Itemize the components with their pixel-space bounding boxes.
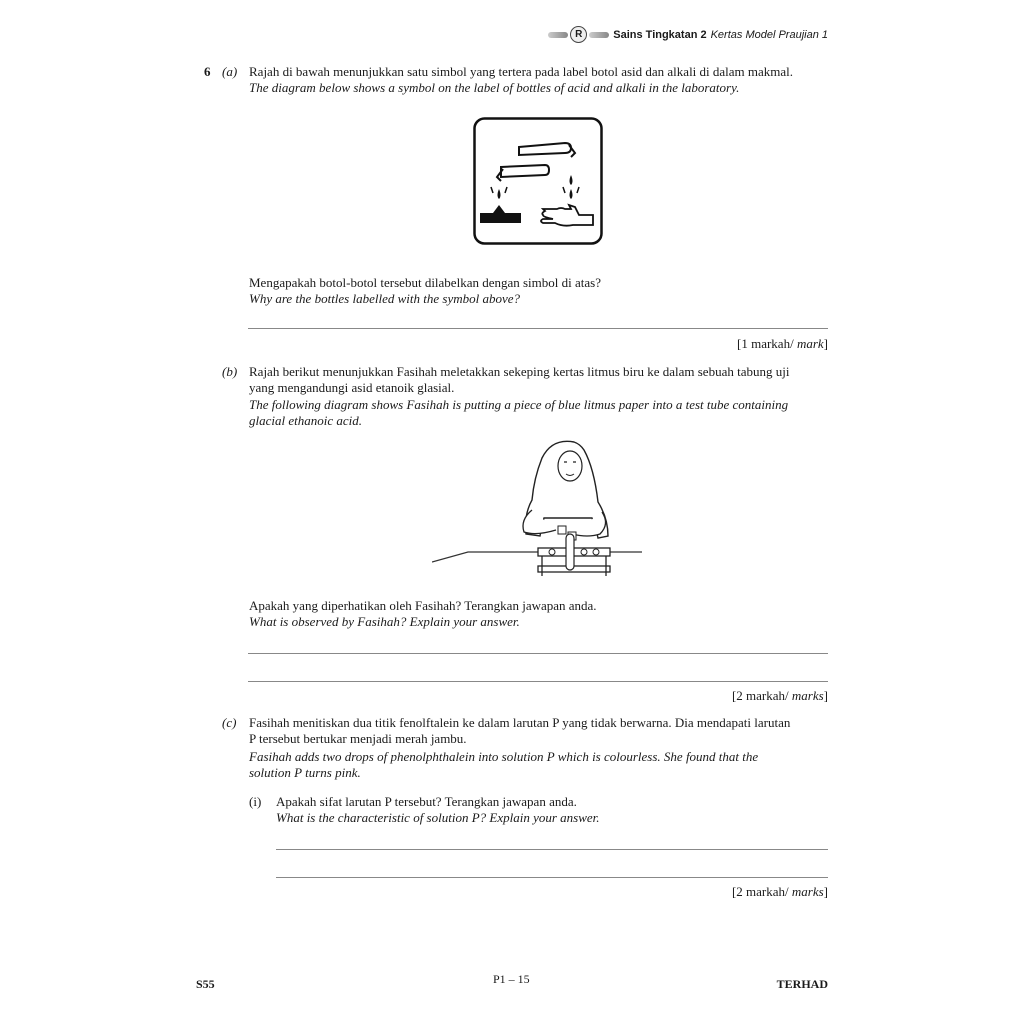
- corrosive-symbol: [473, 117, 603, 245]
- part-b-intro-en-1: The following diagram shows Fasihah is putting a piece of blue litmus paper into a test tube containing: [249, 397, 789, 412]
- footer-code: S55: [196, 977, 215, 991]
- question-number: 6: [204, 64, 211, 79]
- part-a-question-ms: Mengapakah botol-botol tersebut dilabelkan dengan simbol di atas?: [249, 275, 601, 290]
- page-number: P1 – 15: [493, 972, 530, 986]
- student-test-tube-icon: [432, 438, 644, 580]
- part-a-intro-ms: Rajah di bawah menunjukkan satu simbol yang tertera pada label botol asid dan alkali di dalam makmal.: [249, 64, 794, 79]
- part-c-intro-ms-1: Fasihah menitiskan dua titik fenolftalein ke dalam larutan P yang tidak berwarna. Dia mendapati larutan: [249, 715, 791, 730]
- part-c-i-marks: [2 markah/ marks]: [731, 884, 828, 899]
- header-subject: Sains Tingkatan 2: [613, 28, 707, 41]
- publisher-logo-icon: R: [548, 26, 609, 43]
- part-b-marks: [2 markah/ marks]: [731, 688, 828, 703]
- part-c-i-question-en: What is the characteristic of solution P? Explain your answer.: [276, 810, 600, 825]
- running-header: [548, 26, 828, 43]
- fasihah-illustration: [432, 438, 644, 580]
- header-paper: Kertas Model Praujian 1: [710, 28, 828, 41]
- part-b-intro-en-2: glacial ethanoic acid.: [249, 413, 363, 428]
- part-a-marks: [1 markah/ mark]: [737, 336, 828, 351]
- part-a-label: (a): [222, 64, 238, 79]
- part-c-label: (c): [222, 715, 237, 730]
- answer-line: [248, 681, 828, 682]
- answer-line: [276, 849, 828, 850]
- answer-line: [248, 328, 828, 329]
- part-b-intro-ms-1: Rajah berikut menunjukkan Fasihah meletakkan sekeping kertas litmus biru ke dalam sebuah tabung uji: [249, 364, 790, 379]
- answer-line: [276, 877, 828, 878]
- part-a-question-en: Why are the bottles labelled with the symbol above?: [249, 291, 521, 306]
- part-b-label: (b): [222, 364, 238, 379]
- part-c-i-label: (i): [249, 794, 262, 809]
- answer-line: [248, 653, 828, 654]
- part-b-question-en: What is observed by Fasihah? Explain your answer.: [249, 614, 520, 629]
- part-b-question-ms: Apakah yang diperhatikan oleh Fasihah? Terangkan jawapan anda.: [249, 598, 597, 613]
- part-c-intro-ms-2: P tersebut bertukar menjadi merah jambu.: [249, 731, 467, 746]
- corrosive-hazard-icon: [473, 117, 603, 245]
- part-a-intro-en: The diagram below shows a symbol on the label of bottles of acid and alkali in the laboratory.: [249, 80, 740, 95]
- part-b-intro-ms-2: yang mengandungi asid etanoik glasial.: [249, 380, 455, 395]
- part-c-i-question-ms: Apakah sifat larutan P tersebut? Terangkan jawapan anda.: [276, 794, 577, 809]
- part-c-intro-en-1: Fasihah adds two drops of phenolphthalein into solution P which is colourless. She found that the: [249, 749, 759, 764]
- part-c-intro-en-2: solution P turns pink.: [249, 765, 361, 780]
- classification-label: TERHAD: [776, 977, 828, 991]
